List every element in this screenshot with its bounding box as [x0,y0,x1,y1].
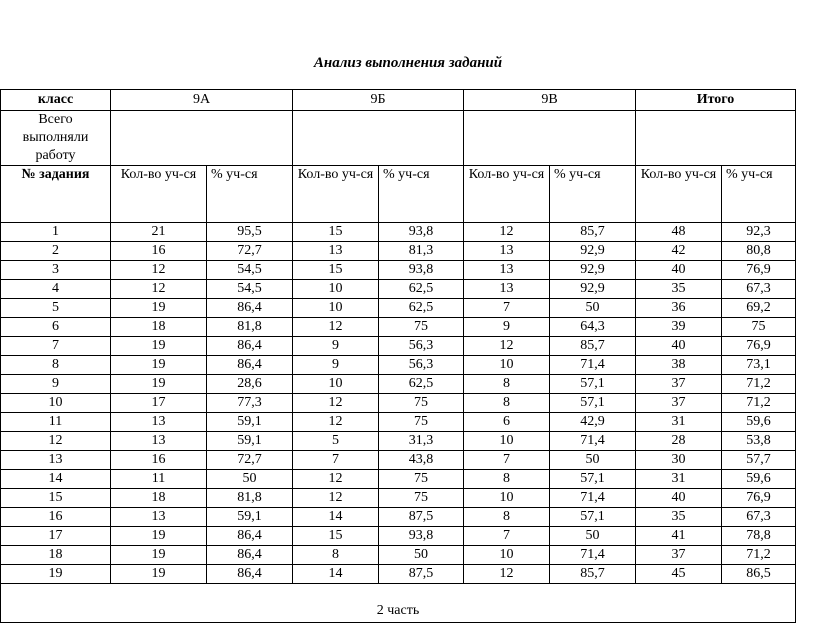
percent-total-cell: 69,2 [722,299,796,318]
count-header-9a: Кол-во уч-ся [111,166,207,223]
percent-9a-cell: 86,4 [207,299,293,318]
percent-9b-cell: 75 [379,470,464,489]
table-row [1,546,796,565]
table-row [1,451,796,470]
count-9a-cell: 11 [111,470,207,489]
percent-9a-cell: 86,4 [207,546,293,565]
count-9v-cell: 12 [464,565,550,584]
task-number-cell: 1 [1,223,111,242]
count-9b-cell: 5 [293,432,379,451]
count-9b-cell: 12 [293,413,379,432]
count-9b-cell: 13 [293,242,379,261]
task-number-cell: 13 [1,451,111,470]
count-9b-cell: 14 [293,508,379,527]
count-9v-cell: 8 [464,508,550,527]
percent-header-9a: % уч-ся [207,166,293,223]
percent-9a-cell: 81,8 [207,318,293,337]
task-number-cell: 14 [1,470,111,489]
total-all-cell [636,111,796,166]
table-row [1,470,796,489]
percent-9a-cell: 59,1 [207,432,293,451]
table-row [1,356,796,375]
percent-9v-cell: 42,9 [550,413,636,432]
percent-9b-cell: 93,8 [379,527,464,546]
percent-total-cell: 92,3 [722,223,796,242]
percent-9b-cell: 75 [379,413,464,432]
percent-9v-cell: 71,4 [550,546,636,565]
count-9a-cell: 18 [111,489,207,508]
count-total-cell: 31 [636,470,722,489]
count-9a-cell: 19 [111,375,207,394]
percent-9a-cell: 54,5 [207,280,293,299]
percent-9a-cell: 86,4 [207,337,293,356]
percent-9v-cell: 92,9 [550,280,636,299]
percent-9b-cell: 62,5 [379,280,464,299]
count-total-cell: 42 [636,242,722,261]
percent-total-cell: 80,8 [722,242,796,261]
count-9v-cell: 12 [464,223,550,242]
count-9a-cell: 19 [111,337,207,356]
percent-9v-cell: 71,4 [550,432,636,451]
percent-9b-cell: 56,3 [379,337,464,356]
percent-header-9v: % уч-ся [550,166,636,223]
count-total-cell: 39 [636,318,722,337]
count-9a-cell: 19 [111,565,207,584]
table-row [1,413,796,432]
task-number-cell: 5 [1,299,111,318]
count-9v-cell: 13 [464,261,550,280]
count-total-cell: 36 [636,299,722,318]
count-9a-cell: 19 [111,299,207,318]
count-9v-cell: 10 [464,546,550,565]
count-total-cell: 40 [636,489,722,508]
count-9b-cell: 8 [293,546,379,565]
total-9b-cell [293,111,464,166]
table-row [1,299,796,318]
percent-9v-cell: 57,1 [550,470,636,489]
task-analysis-table [0,89,796,623]
document-title: Анализ выполнения заданий [313,55,503,71]
percent-9v-cell: 92,9 [550,261,636,280]
percent-header-total: % уч-ся [722,166,796,223]
total-participants-label: Всего выполняли работу [1,111,111,166]
table-row [1,375,796,394]
count-total-cell: 38 [636,356,722,375]
table-row [1,318,796,337]
percent-9v-cell: 57,1 [550,508,636,527]
count-9v-cell: 7 [464,451,550,470]
header-row [1,90,796,111]
percent-9v-cell: 50 [550,451,636,470]
count-9b-cell: 7 [293,451,379,470]
table-row [1,261,796,280]
percent-9b-cell: 87,5 [379,565,464,584]
percent-total-cell: 67,3 [722,280,796,299]
table-row [1,337,796,356]
count-9b-cell: 9 [293,356,379,375]
total-9a-cell [111,111,293,166]
class-9a-header: 9А [111,90,293,111]
count-9a-cell: 19 [111,527,207,546]
percent-9a-cell: 72,7 [207,451,293,470]
percent-total-cell: 75 [722,318,796,337]
count-9a-cell: 16 [111,451,207,470]
table-row [1,394,796,413]
percent-9a-cell: 59,1 [207,508,293,527]
count-total-cell: 41 [636,527,722,546]
part2-row [1,584,796,623]
percent-total-cell: 86,5 [722,565,796,584]
count-9a-cell: 13 [111,432,207,451]
part2-label: 2 часть [1,584,796,623]
percent-9b-cell: 62,5 [379,375,464,394]
task-number-cell: 9 [1,375,111,394]
table-row [1,489,796,508]
count-9v-cell: 12 [464,337,550,356]
percent-total-cell: 78,8 [722,527,796,546]
count-9a-cell: 12 [111,280,207,299]
percent-total-cell: 67,3 [722,508,796,527]
percent-9v-cell: 57,1 [550,394,636,413]
count-total-cell: 37 [636,546,722,565]
count-total-cell: 40 [636,261,722,280]
count-header-9v: Кол-во уч-ся [464,166,550,223]
table-row [1,527,796,546]
percent-9a-cell: 77,3 [207,394,293,413]
percent-header-9b: % уч-ся [379,166,464,223]
count-9b-cell: 9 [293,337,379,356]
count-9b-cell: 10 [293,375,379,394]
percent-9a-cell: 95,5 [207,223,293,242]
percent-9b-cell: 56,3 [379,356,464,375]
percent-9a-cell: 72,7 [207,242,293,261]
percent-9a-cell: 54,5 [207,261,293,280]
count-9b-cell: 14 [293,565,379,584]
percent-9b-cell: 93,8 [379,223,464,242]
percent-total-cell: 53,8 [722,432,796,451]
count-9v-cell: 10 [464,356,550,375]
table-row [1,280,796,299]
percent-total-cell: 71,2 [722,375,796,394]
percent-9a-cell: 86,4 [207,565,293,584]
percent-9b-cell: 62,5 [379,299,464,318]
count-9a-cell: 18 [111,318,207,337]
count-9a-cell: 12 [111,261,207,280]
percent-9v-cell: 64,3 [550,318,636,337]
count-total-cell: 48 [636,223,722,242]
count-total-cell: 28 [636,432,722,451]
subheader-row [1,166,796,223]
count-total-cell: 45 [636,565,722,584]
percent-9v-cell: 50 [550,299,636,318]
task-number-cell: 15 [1,489,111,508]
count-9a-cell: 21 [111,223,207,242]
count-9v-cell: 7 [464,299,550,318]
percent-9b-cell: 81,3 [379,242,464,261]
table-row [1,432,796,451]
percent-9v-cell: 85,7 [550,565,636,584]
total-9v-cell [464,111,636,166]
table-row [1,242,796,261]
count-9v-cell: 10 [464,432,550,451]
task-number-cell: 17 [1,527,111,546]
count-9v-cell: 13 [464,242,550,261]
count-9b-cell: 10 [293,280,379,299]
count-9a-cell: 13 [111,413,207,432]
task-number-cell: 10 [1,394,111,413]
percent-9a-cell: 28,6 [207,375,293,394]
task-number-cell: 18 [1,546,111,565]
task-number-cell: 11 [1,413,111,432]
total-participants-row [1,111,796,166]
count-9b-cell: 15 [293,527,379,546]
percent-9a-cell: 50 [207,470,293,489]
count-9a-cell: 19 [111,356,207,375]
percent-total-cell: 59,6 [722,413,796,432]
task-number-cell: 8 [1,356,111,375]
percent-total-cell: 71,2 [722,546,796,565]
percent-9b-cell: 31,3 [379,432,464,451]
percent-9a-cell: 86,4 [207,527,293,546]
percent-9v-cell: 50 [550,527,636,546]
count-9a-cell: 19 [111,546,207,565]
percent-total-cell: 76,9 [722,489,796,508]
task-number-cell: 12 [1,432,111,451]
task-number-cell: 6 [1,318,111,337]
class-9v-header: 9В [464,90,636,111]
count-9a-cell: 13 [111,508,207,527]
count-9b-cell: 15 [293,261,379,280]
count-total-cell: 35 [636,508,722,527]
count-total-cell: 30 [636,451,722,470]
percent-9b-cell: 75 [379,489,464,508]
count-9a-cell: 17 [111,394,207,413]
count-9v-cell: 7 [464,527,550,546]
percent-9b-cell: 93,8 [379,261,464,280]
count-total-cell: 40 [636,337,722,356]
percent-9v-cell: 92,9 [550,242,636,261]
percent-9a-cell: 81,8 [207,489,293,508]
percent-9b-cell: 50 [379,546,464,565]
count-9a-cell: 16 [111,242,207,261]
percent-total-cell: 59,6 [722,470,796,489]
count-9v-cell: 9 [464,318,550,337]
percent-9v-cell: 85,7 [550,337,636,356]
count-header-total: Кол-во уч-ся [636,166,722,223]
count-9b-cell: 12 [293,489,379,508]
class-header: класс [1,90,111,111]
count-9v-cell: 8 [464,470,550,489]
count-9b-cell: 12 [293,470,379,489]
percent-9v-cell: 71,4 [550,356,636,375]
percent-9v-cell: 57,1 [550,375,636,394]
count-9b-cell: 10 [293,299,379,318]
task-number-cell: 3 [1,261,111,280]
percent-total-cell: 73,1 [722,356,796,375]
count-total-cell: 35 [636,280,722,299]
count-9v-cell: 6 [464,413,550,432]
table-row [1,565,796,584]
percent-9v-cell: 71,4 [550,489,636,508]
percent-total-cell: 76,9 [722,337,796,356]
task-number-cell: 2 [1,242,111,261]
count-header-9b: Кол-во уч-ся [293,166,379,223]
task-number-cell: 4 [1,280,111,299]
task-number-cell: 19 [1,565,111,584]
total-header: Итого [636,90,796,111]
table-row [1,508,796,527]
percent-9a-cell: 59,1 [207,413,293,432]
count-total-cell: 37 [636,394,722,413]
count-9v-cell: 10 [464,489,550,508]
count-total-cell: 37 [636,375,722,394]
count-total-cell: 31 [636,413,722,432]
percent-9b-cell: 43,8 [379,451,464,470]
percent-9b-cell: 75 [379,394,464,413]
percent-total-cell: 71,2 [722,394,796,413]
count-9b-cell: 15 [293,223,379,242]
percent-total-cell: 57,7 [722,451,796,470]
class-9b-header: 9Б [293,90,464,111]
task-number-header: № задания [1,166,111,223]
percent-9v-cell: 85,7 [550,223,636,242]
percent-9b-cell: 87,5 [379,508,464,527]
task-number-cell: 16 [1,508,111,527]
count-9v-cell: 13 [464,280,550,299]
count-9b-cell: 12 [293,394,379,413]
percent-total-cell: 76,9 [722,261,796,280]
count-9b-cell: 12 [293,318,379,337]
table-row [1,223,796,242]
count-9v-cell: 8 [464,375,550,394]
count-9v-cell: 8 [464,394,550,413]
percent-9a-cell: 86,4 [207,356,293,375]
percent-9b-cell: 75 [379,318,464,337]
task-number-cell: 7 [1,337,111,356]
